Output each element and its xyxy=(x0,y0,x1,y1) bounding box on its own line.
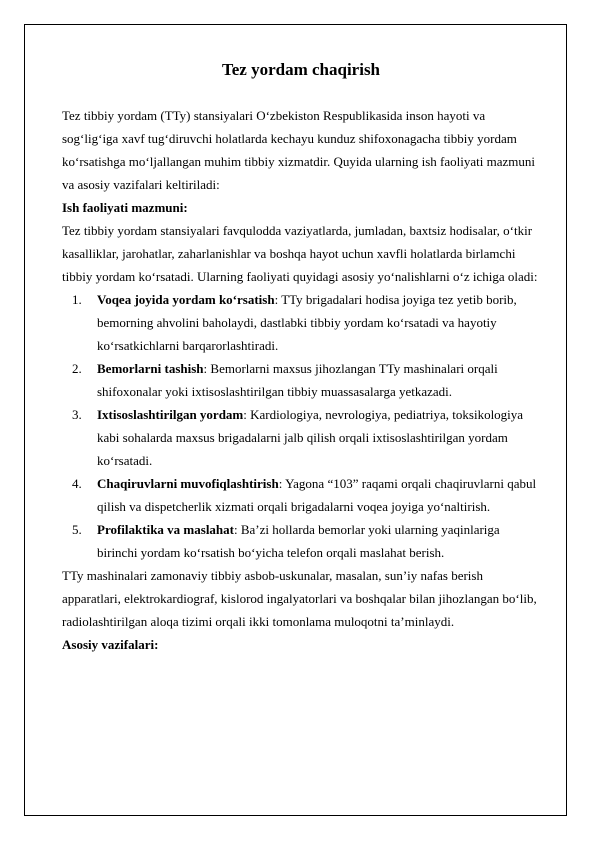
list-item-text: : Ba’zi hollarda bemorlar yoki ularning yaqinlariga birinchi yordam ko‘rsatish bo‘yicha telefon orqali maslahat berish. xyxy=(97,522,500,560)
section-heading-activity: Ish faoliyati mazmuni: xyxy=(62,200,188,215)
list-item xyxy=(62,288,540,357)
list-item xyxy=(62,518,540,564)
activity-paragraph: Tez tibbiy yordam stansiyalari favqulodda vaziyatlarda, jumladan, baxtsiz hodisalar, o‘tkir kasalliklar, jarohatlar, zaharlanishlar va boshqa hayot uchun xavfli holatlarda birlamchi tibbiy yordam ko‘rsatadi. Ularning faoliyati quyidagi asosiy yo‘nalishlarni o‘z ichiga oladi: xyxy=(62,223,538,284)
list-item xyxy=(62,403,540,472)
list-item xyxy=(62,357,540,403)
list-item-text: : Bemorlarni maxsus jihozlangan TTy mashinalari orqali shifoxonalar yoki ixtisoslashtirilgan tibbiy muassasalarga yetkazadi. xyxy=(97,361,498,399)
intro-paragraph: Tez tibbiy yordam (TTy) stansiyalari O‘zbekiston Respublikasida inson hayoti va sog‘lig‘iga xavf tug‘diruvchi holatlarda kechayu kunduz shifoxonagacha tibbiy yordam ko‘rsatishga mo‘ljallangan muhim tibbiy xizmatdir. Quyida ularning ish faoliyati mazmuni va asosiy vazifalari keltiriladi: xyxy=(62,108,535,192)
list-item-number: 4. xyxy=(72,476,82,491)
list-item-text: : Yagona “103” raqami orqali chaqiruvlarni qabul qilish va dispetcherlik xizmati orqali brigadalarni voqea joyiga yo‘naltirish. xyxy=(97,476,537,514)
list-item-number: 1. xyxy=(72,292,82,307)
section-heading-tasks: Asosiy vazifalari: xyxy=(62,637,159,652)
list-item-term: Voqea joyida yordam ko‘rsatish xyxy=(97,292,275,307)
document-body xyxy=(62,58,540,656)
list-item-number: 2. xyxy=(72,361,82,376)
list-item-number: 3. xyxy=(72,407,82,422)
list-item-term: Bemorlarni tashish xyxy=(97,361,204,376)
list-item-text: : Kardiologiya, nevrologiya, pediatriya, toksikologiya kabi sohalarda maxsus brigadalarni jalb qilish orqali ixtisoslashtirilgan yordam ko‘rsatadi. xyxy=(97,407,524,468)
list-item-term: Ixtisoslashtirilgan yordam xyxy=(97,407,244,422)
list-item-number: 5. xyxy=(72,522,82,537)
list-item xyxy=(62,472,540,518)
list-item-text: : TTy brigadalari hodisa joyiga tez yetib borib, bemorning ahvolini baholaydi, dastlabki tibbiy yordam ko‘rsatadi va hayotiy ko‘rsatkichlarni barqarorlashtiradi. xyxy=(97,292,517,353)
list-item-term: Chaqiruvlarni muvofiqlashtirish xyxy=(97,476,279,491)
document-title: Tez yordam chaqirish xyxy=(221,60,381,79)
list-item-term: Profilaktika va maslahat xyxy=(97,522,234,537)
closing-paragraph: TTy mashinalari zamonaviy tibbiy asbob-uskunalar, masalan, sun’iy nafas berish apparatlari, elektrokardiograf, kislorod ingalyatorlari va boshqalar bilan jihozlangan bo‘lib, radiolashtirilgan aloqa tizimi orqali ikki tomonlama muloqotni ta’minlaydi. xyxy=(62,568,537,629)
activity-list xyxy=(62,288,540,564)
